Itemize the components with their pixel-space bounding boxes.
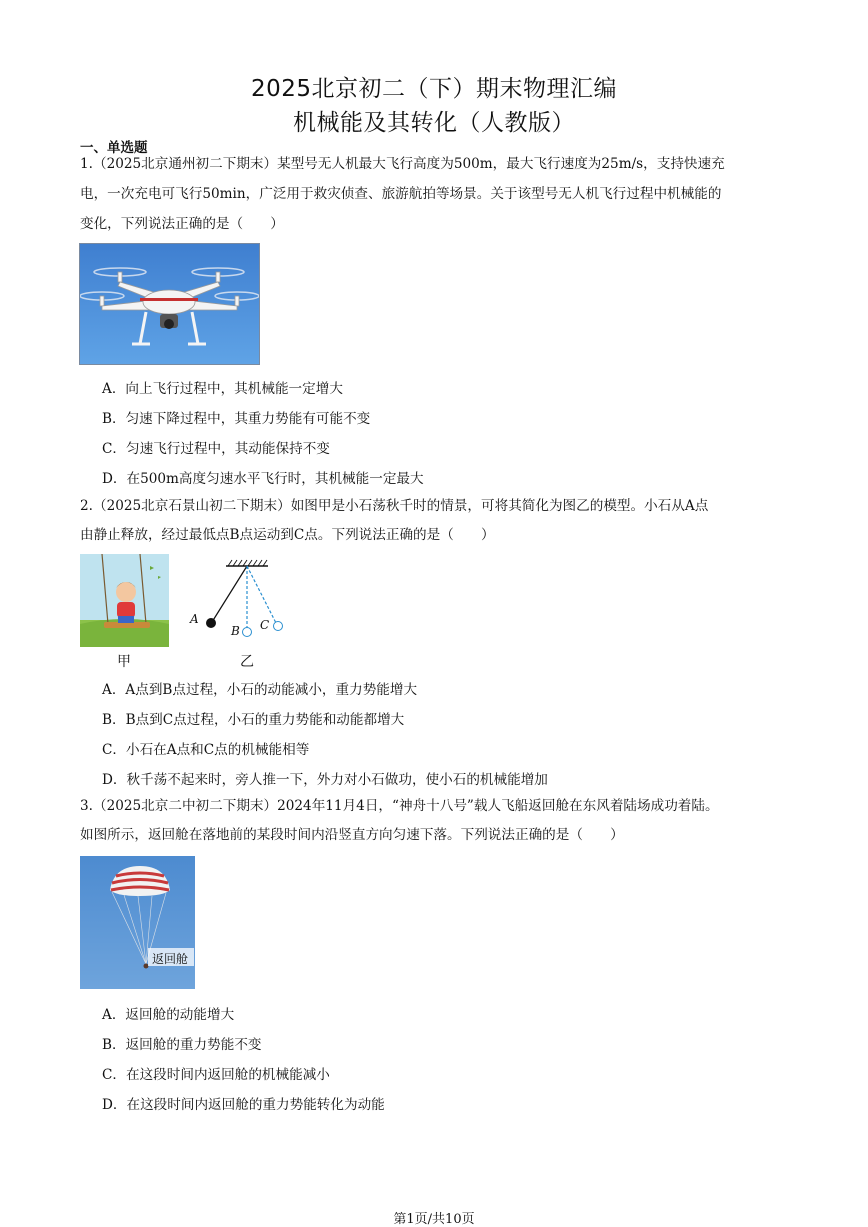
q3-line-1: 3.（2025北京二中初二下期末）2024年11月4日，“神舟十八号”载人飞船返回舱在东风着陆场成功着陆。 (80, 798, 719, 814)
title-line-1: 2025北京初二（下）期末物理汇编 (250, 76, 618, 102)
q1-line-1: 1.（2025北京通州初二下期末）某型号无人机最大飞行高度为500m，最大飞行速度为25m/s，支持快速充 (80, 156, 725, 172)
q3-option-a: A．返回舱的动能增大 (102, 1007, 235, 1023)
q1-option-b: B．匀速下降过程中，其重力势能有可能不变 (102, 411, 371, 427)
label-c: C (260, 618, 270, 632)
q1-line-2: 电，一次充电可飞行50min，广泛用于救灾侦查、旅游航拍等场景。关于该型号无人机飞行过程中机械能的 (80, 186, 722, 202)
q2-option-b: B．B点到C点过程，小石的重力势能和动能都增大 (102, 712, 405, 728)
q3-option-b: B．返回舱的重力势能不变 (102, 1037, 262, 1053)
q3-option-c: C．在这段时间内返回舱的机械能减小 (102, 1067, 330, 1083)
q3-option-d: D．在这段时间内返回舱的重力势能转化为动能 (102, 1097, 385, 1113)
section-title: 一、单选题 (80, 140, 148, 156)
title-line-2: 机械能及其转化（人教版） (293, 110, 575, 136)
q1-option-c: C．匀速飞行过程中，其动能保持不变 (102, 441, 330, 457)
q3-line-2: 如图所示，返回舱在落地前的某段时间内沿竖直方向匀速下落。下列说法正确的是（ ） (80, 827, 624, 843)
q1-option-a: A．向上飞行过程中，其机械能一定增大 (102, 381, 343, 397)
drone-image (79, 243, 260, 365)
q1-line-3: 变化，下列说法正确的是（ ） (80, 216, 284, 232)
caption-jia: 甲 (117, 654, 131, 670)
caption-yi: 乙 (240, 654, 254, 670)
q2-line-2: 由静止释放，经过最低点B点运动到C点。下列说法正确的是（ ） (80, 527, 495, 543)
label-a: A (190, 612, 199, 626)
q1-option-d: D．在500m高度匀速水平飞行时，其机械能一定最大 (102, 471, 424, 487)
label-b: B (231, 624, 240, 638)
q2-option-a: A．A点到B点过程，小石的动能减小，重力势能增大 (102, 682, 418, 698)
q2-option-c: C．小石在A点和C点的机械能相等 (102, 742, 310, 758)
swing-cartoon-image (80, 554, 169, 647)
parachute-image (80, 856, 195, 989)
q2-line-1: 2.（2025北京石景山初二下期末）如图甲是小石荡秋千时的情景，可将其简化为图乙的模型。小石从A点 (80, 498, 709, 514)
page-footer: 第1页/共10页 (393, 1212, 475, 1227)
pendulum-diagram (186, 558, 296, 648)
capsule-label: 返回舱 (152, 952, 189, 966)
q2-option-d: D．秋千荡不起来时，旁人推一下，外力对小石做功，使小石的机械能增加 (102, 772, 548, 788)
